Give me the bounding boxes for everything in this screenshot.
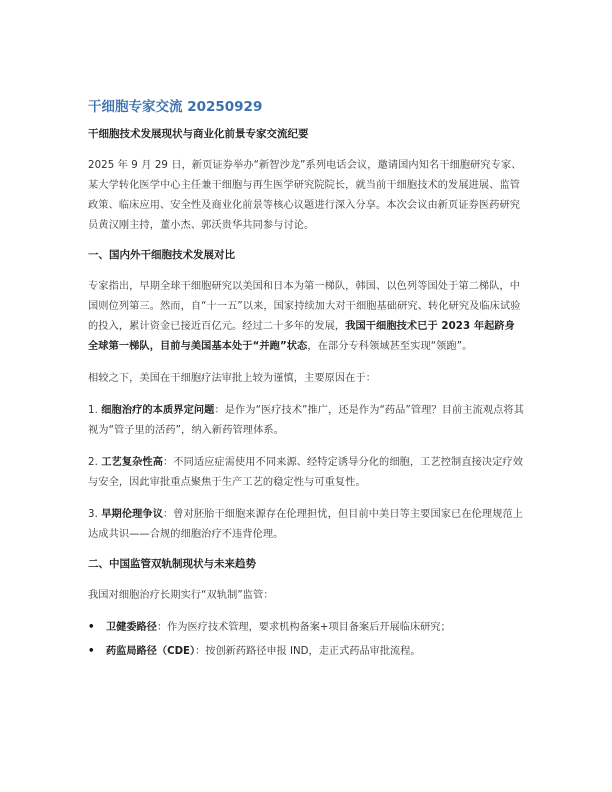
- section1-p1-text-c: ，在部分专科领域甚至实现“领跑”。: [307, 341, 473, 352]
- reason-item: [88, 505, 524, 545]
- bullet-text: ：作为医疗技术管理，要求机构备案+项目备案后开展临床研究；: [156, 622, 451, 633]
- reason-item: [88, 453, 524, 493]
- section1-p1-bold: 我国干细胞技术已于 2023 年起跻身全球第一梯队，目前与美国基本处于“并跑”状态: [88, 321, 515, 352]
- reason-label: 工艺复杂性高: [101, 457, 163, 468]
- section1-paragraph-2: 相较之下，美国在干细胞疗法审批上较为谨慎，主要原因在于：: [88, 373, 377, 384]
- reason-label: 早期伦理争议: [101, 509, 163, 520]
- bullet-label: 药监局路径（CDE）: [106, 646, 196, 657]
- document-title: 干细胞专家交流 20250929: [88, 99, 263, 115]
- document-subtitle: 干细胞技术发展现状与商业化前景专家交流纪要: [88, 128, 309, 140]
- bullet-text: ：按创新药路径申报 IND，走正式药品审批流程。: [195, 646, 421, 657]
- bullet-label: 卫健委路径: [106, 622, 157, 633]
- reason-number: 3.: [88, 509, 102, 520]
- intro-paragraph: 2025 年 9 月 29 日，新页证券举办“新智沙龙”系列电话会议，邀请国内知名干细胞研究专家、某大学转化医学中心主任兼干细胞与再生医学研究院院长，就当前干细胞技术的发展进展、监管政策、临床应用、安全性及商业化前景等核心议题进行深入分享。本次会议由新页证券医药研究员黄汉刚主持，董小杰、郭沃贵华共同参与讨论。: [88, 160, 522, 231]
- reason-number: 2.: [88, 457, 102, 468]
- bullet-icon: •: [88, 622, 95, 633]
- section1-p1-text-a: 专家指出，早期全球干细胞研究以美国和日本为第一梯队，韩国、以色列等国处于第二梯队，中国则位列第三。然而，自“十一五”以来，国家持续加大对干细胞基础研究、转化研究及临床试验的投入，累计资金已接近百亿元。经过二十多年的发展，: [88, 281, 521, 332]
- bullet-list: [88, 618, 524, 662]
- list-item: [88, 642, 524, 662]
- section2-intro: 我国对细胞治疗长期实行“双轨制”监管：: [88, 590, 274, 601]
- reason-item: [88, 401, 524, 441]
- reason-number: 1.: [88, 405, 102, 416]
- section-heading-2: 二、中国监管双轨制现状与未来趋势: [88, 558, 256, 570]
- reason-label: 细胞治疗的本质界定问题: [101, 405, 215, 416]
- list-item: [88, 618, 524, 638]
- section-heading-1: 一、国内外干细胞技术发展对比: [88, 249, 235, 261]
- bullet-icon: •: [88, 646, 95, 657]
- reason-text: ：曾对胚胎干细胞来源存在伦理担忧，但目前中美日等主要国家已在伦理规范上达成共识——合规的细胞治疗不违背伦理。: [88, 509, 524, 540]
- section1-paragraph-1: [88, 277, 524, 357]
- reason-text: ：是作为“医疗技术”推广，还是作为“药品”管理？目前主流观点将其视为“管子里的活药”，纳入新药管理体系。: [88, 405, 524, 436]
- reason-text: ：不同适应症需使用不同来源、经特定诱导分化的细胞，工艺控制直接决定疗效与安全，因此审批重点聚焦于生产工艺的稳定性与可重复性。: [88, 457, 524, 488]
